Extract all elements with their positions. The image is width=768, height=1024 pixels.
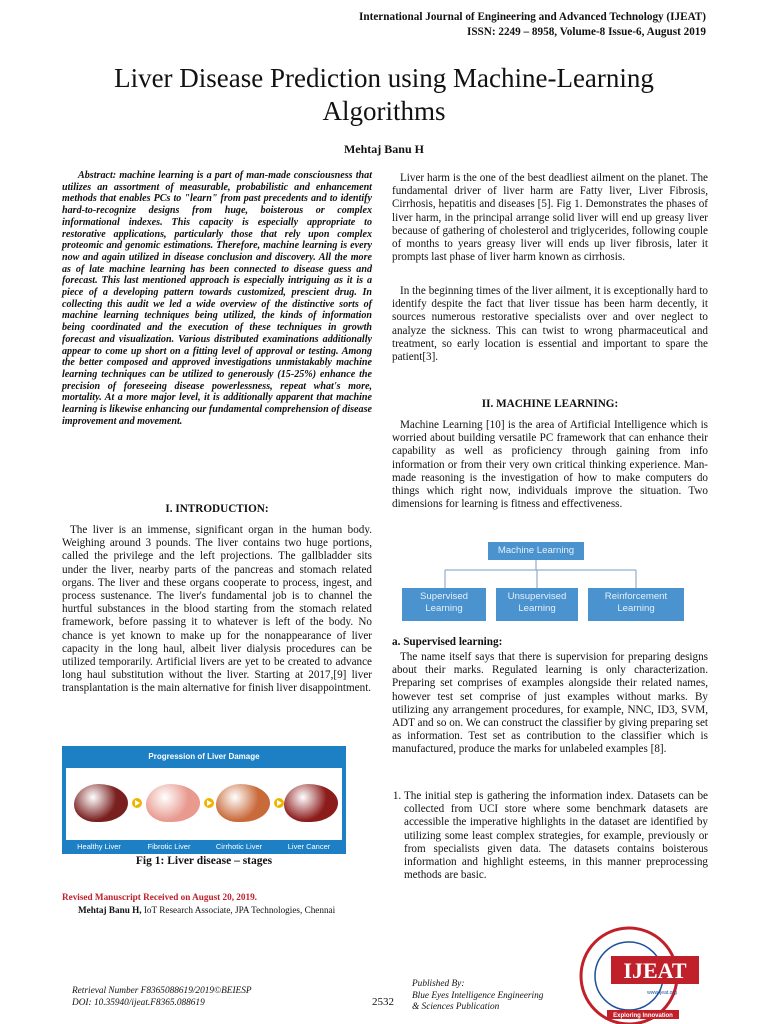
diagram-connectors xyxy=(400,560,700,588)
arrow-icon xyxy=(204,798,214,808)
revised-note: Revised Manuscript Received on August 20, 2019. xyxy=(62,892,257,902)
logo-text: IJEAT xyxy=(623,958,687,983)
ml-diagram xyxy=(400,540,700,620)
diagram-root: Machine Learning xyxy=(488,542,584,560)
diagram-reinforcement-line1: Reinforcement xyxy=(604,591,668,602)
author-name: Mehtaj Banu H xyxy=(343,142,424,156)
diagram-unsupervised-line2: Learning xyxy=(518,603,556,614)
logo-tagline: Exploring Innovation xyxy=(613,1013,673,1019)
figure-liver-progression xyxy=(62,746,346,854)
figure-header: Progression of Liver Damage xyxy=(148,752,260,761)
supervised-heading: a. Supervised learning: xyxy=(392,636,503,648)
doi: DOI: 10.35940/ijeat.F8365.088619 xyxy=(72,998,205,1008)
abstract: Abstract: machine learning is a part of man-made consciousness that utilizes an assortment of measurable, probabilistic and enhancement methods that enables PCs to "learn" from past precedents and to identify hard-to-recognize designs from huge, boisterous or complex informational indexes. This capacity is especially appropriate to restorative applications, particularly those that rely upon complex proteomic and genomic estimations. Therefore, machine learning is every now and again utilized in disease conclusion and discovery. All the more as of late machine learning has been connected to disease guess and forecast. This last mentioned approach is especially intriguing as it is a piece of a developing pattern towards customized, prescient drug. In collecting this audit we led a wide overview of the distinctive sorts of machine learning techniques being utilized, the kinds of information being coordinated and the execution of these techniques in growth forecast and visualization. Various distributed examinations additionally appear to come up short on a fitting level of approval or testing. Among the better composed and approved investigations unmistakably machine learning techniques can be utilized to generously (15-25%) enhance the precision of foreseeing disease powerlessness, repeat what's more, mortality. At a more major level, it is additionally apparent that machine learning is likewise enhancing our fundamental comprehension of disease improvement and movement. xyxy=(62,170,372,427)
label-cirrhotic: Cirrhotic Liver xyxy=(215,842,263,851)
arrow-icon xyxy=(274,798,284,808)
journal-name: International Journal of Engineering and Advanced Technology (IJEAT) xyxy=(359,11,706,23)
retrieval-number: Retrieval Number F8365088619/2019©BEIESP xyxy=(72,986,252,996)
ijeat-logo-icon xyxy=(567,920,707,1024)
author-affiliation xyxy=(78,905,335,915)
journal-issn: ISSN: 2249 – 8958, Volume-8 Issue-6, August 2019 xyxy=(466,26,706,38)
diagram-supervised-line1: Supervised xyxy=(420,591,468,602)
label-cancer: Liver Cancer xyxy=(287,842,331,851)
publisher xyxy=(412,979,543,1014)
label-fibrotic: Fibrotic Liver xyxy=(147,842,191,851)
cancer-liver-image xyxy=(284,784,338,822)
publisher-line-1: Blue Eyes Intelligence Engineering xyxy=(412,990,544,1001)
fibrotic-liver-image xyxy=(146,784,200,822)
supervised-text: The name itself says that there is supervision for preparing designs about their marks. Regulated learning is only characterization. Preparing set comprises of examples alongside their related names, however test set comprise of just examples without marks. By utilizing any arrangement procedures, for example, NNC, ID3, SVM, ADT and so on. We can construct the classifier by giving preparing set as information. Test set as contribution to the classifier which is manufactured, produce the marks for unlabeled examples [8]. xyxy=(392,651,708,756)
diagram-unsupervised xyxy=(496,588,578,621)
published-by: Published By: xyxy=(412,979,465,989)
title-line-1: Liver Disease Prediction using Machine-Learning xyxy=(114,63,654,93)
arrow-icon xyxy=(132,798,142,808)
step-1: 1. The initial step is gathering the information index. Datasets can be collected from UCI store where some benchmark datasets are accessible the imperative highlights in the dataset are identified by utilizing some least complex strategies, for example, previously or from specialists given data. The datasets contains boisterous information and highlight esteems, in this manner preprocessing methods are basic. xyxy=(404,790,708,882)
page-number: 2532 xyxy=(372,996,394,1008)
intro-text: The liver is an immense, significant organ in the human body. Weighing around 3 pounds. The liver contains two huge portions, called the privilege and the left projections. The gallbladder sits under the liver, nearby parts of the pancreas and stomach related organs. The liver and these organs cooperate to process, ingest, and process sustenance. The liver's fundamental job is to channel the hurtful substances in the blood starting from the stomach related framework, before passing it to whatever is left of the body. No chance is yet known to make up for the nonappearance of liver capacity in the long haul, albeit liver dialysis procedures can be utilized temporarily. Artificial livers are yet to be created to advance long haul substitution without the liver. Starting at 2017,[9] liver transplantation is the main alternative for finish liver disappointment. xyxy=(62,524,372,695)
right-paragraph-2: In the beginning times of the liver ailment, it is exceptionally hard to identify despite the fact that liver tissue has been harm decently, it sources numerous restorative specialists over and over neglect to analyze the sickness. This can twist to wrong pharmaceutical and treatment, so early location is essential and important to spare the patient[3]. xyxy=(392,285,708,364)
affil-text: IoT Research Associate, JPA Technologies, Chennai xyxy=(141,905,336,915)
diagram-unsupervised-line1: Unsupervised xyxy=(507,591,567,602)
right-paragraph-1: Liver harm is the one of the best deadliest ailment on the planet. The fundamental driver of liver harm are Fatty liver, Liver Fibrosis, Cirrhosis, hepatitis and diseases [5]. Fig 1. Demonstrates the phases of liver harm, in the principal arrange solid liver will end up greasy liver because of gathering of cholesterol and triglycerides, following couple of months to years greasy liver will ends up liver fibrosis, later it prompts last phase of liver harm known as cirrhosis. xyxy=(392,172,708,264)
diagram-reinforcement xyxy=(588,588,684,621)
logo-url: www.ijeat.org xyxy=(647,990,677,996)
figure-caption: Fig 1: Liver disease – stages xyxy=(135,855,273,867)
diagram-supervised xyxy=(402,588,486,621)
ml-text: Machine Learning [10] is the area of Artificial Intelligence which is worried about building versatile PC framework that can enhance their capability as well as proficiency through gaining from info information or from their very own critical thinking experience. Man-made reasoning is the investigation of how to make computers do things which right now, individuals improve the situation. Two dimensions for learning is fitness and effectiveness. xyxy=(392,419,708,511)
affil-name: Mehtaj Banu H, xyxy=(78,905,142,915)
paper-title xyxy=(40,62,728,128)
diagram-supervised-line2: Learning xyxy=(425,603,463,614)
figure-images xyxy=(66,768,342,840)
journal-header xyxy=(359,10,706,40)
diagram-reinforcement-line2: Learning xyxy=(617,603,655,614)
step-list xyxy=(392,790,708,882)
publisher-line-2: & Sciences Publication xyxy=(412,1002,500,1012)
ml-heading: II. MACHINE LEARNING: xyxy=(481,398,619,410)
cirrhotic-liver-image xyxy=(216,784,270,822)
label-healthy: Healthy Liver xyxy=(77,842,121,851)
healthy-liver-image xyxy=(74,784,128,822)
title-line-2: Algorithms xyxy=(322,96,446,126)
intro-heading: I. INTRODUCTION: xyxy=(165,503,269,515)
footer-left xyxy=(72,985,252,1009)
